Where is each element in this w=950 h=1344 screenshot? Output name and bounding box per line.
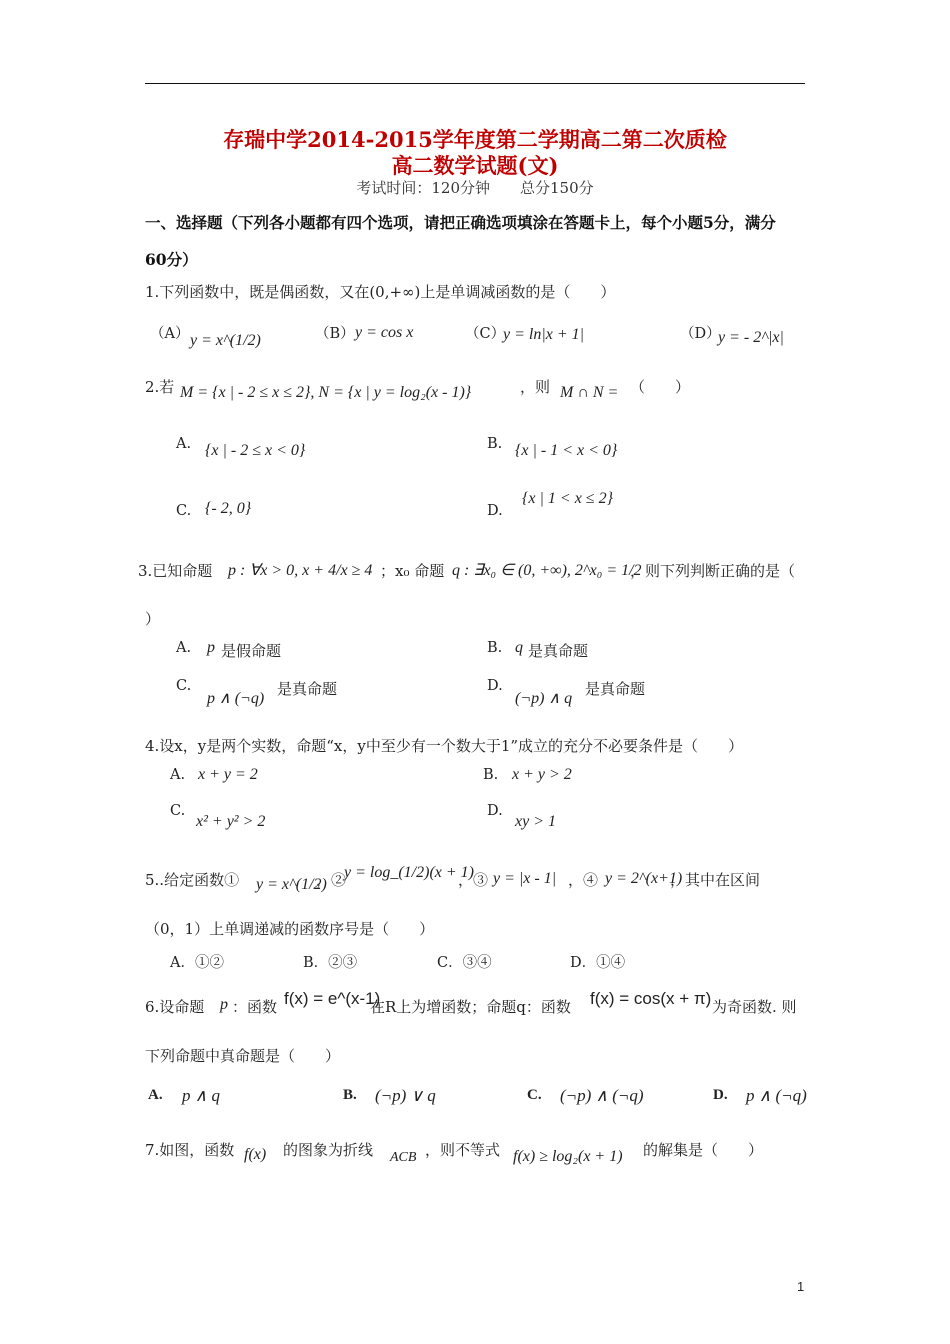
q6-stem-a: ：函数 bbox=[232, 998, 278, 1016]
q3-stem-mid: ；x₀ 命题 bbox=[380, 562, 445, 580]
q2-stem-sets: M = {x | - 2 ≤ x ≤ 2}, N = {x | y = log₂(x - 1)} bbox=[180, 384, 472, 401]
q6-option-a-label: A. bbox=[148, 1087, 163, 1103]
q5-sep-3: ，③ bbox=[458, 871, 489, 889]
q5-function-2: y = log_(1/2)(x + 1) bbox=[344, 864, 474, 881]
q5-stem-suffix: ，其中在区间 bbox=[670, 871, 761, 889]
q1-option-b-label: （B） bbox=[315, 326, 355, 342]
q2-stem-paren: （ ） bbox=[630, 378, 691, 396]
q7-function: f(x) bbox=[244, 1146, 267, 1163]
q6-option-b-label: B. bbox=[343, 1087, 357, 1103]
q6-stem-b: 在R上为增函数；命题q：函数 bbox=[370, 998, 571, 1016]
q5-function-4: y = 2^(x+1) bbox=[605, 870, 683, 887]
exam-title-line2: 高二数学试题(文) bbox=[391, 153, 559, 178]
exam-title-line1: 存瑞中学2014-2015学年度第二学期高二第二次质检 bbox=[223, 127, 727, 152]
q5-sep-4: ，④ bbox=[568, 871, 599, 889]
q2-option-b-math: {x | - 1 < x < 0} bbox=[515, 442, 618, 459]
q2-option-c-math: {- 2, 0} bbox=[205, 500, 252, 517]
q2-option-c-label: C. bbox=[176, 503, 192, 519]
page-number: 1 bbox=[797, 1279, 805, 1294]
q3-option-a-text: 是假命题 bbox=[221, 642, 282, 660]
q3-option-d-label: D. bbox=[487, 678, 503, 694]
q3-option-c-math: p ∧ (¬q) bbox=[207, 690, 265, 707]
exam-info: 考试时间：120分钟 总分150分 bbox=[356, 179, 594, 197]
q1-option-a-math: y = x^(1/2) bbox=[190, 332, 261, 349]
q7-inequality: f(x) ≥ log₂(x + 1) bbox=[513, 1148, 623, 1165]
q1-option-c-math: y = ln|x + 1| bbox=[503, 326, 585, 343]
q4-option-a-math: x + y = 2 bbox=[198, 766, 258, 783]
q3-stem-suffix: ，则下列判断正确的是（ bbox=[630, 562, 796, 580]
q4-option-a-label: A. bbox=[170, 767, 186, 783]
q4-option-d-label: D. bbox=[487, 803, 503, 819]
q2-option-d-label: D. bbox=[487, 503, 503, 519]
q3-stem-close: ） bbox=[145, 610, 161, 628]
q5-stem-line2: （0，1）上单调递减的函数序号是（ ） bbox=[145, 920, 435, 938]
q6-option-d-math: p ∧ (¬q) bbox=[746, 1086, 807, 1105]
q3-option-d-math: (¬p) ∧ q bbox=[515, 690, 573, 707]
q1-option-a-label: （A） bbox=[150, 326, 190, 342]
q5-stem-prefix: 5..给定函数① bbox=[145, 871, 240, 889]
q6-var-p: p bbox=[220, 996, 228, 1013]
q5-function-3: y = |x - 1| bbox=[493, 870, 557, 887]
q4-option-c-label: C. bbox=[170, 803, 186, 819]
q6-stem-line2: 下列命题中真命题是（ ） bbox=[145, 1047, 341, 1065]
q1-option-b-math: y = cos x bbox=[355, 324, 414, 341]
q6-function-q: f(x) = cos(x + π) bbox=[590, 989, 712, 1008]
q3-option-a-var: p bbox=[207, 639, 215, 656]
q2-stem-prefix: 2.若 bbox=[145, 378, 175, 396]
section1-heading-line1: 一、选择题（下列各小题都有四个选项，请把正确选项填涂在答题卡上，每个小题5分，满分 bbox=[145, 213, 776, 232]
q5-option-b: B．②③ bbox=[303, 955, 358, 971]
q4-option-b-label: B. bbox=[483, 767, 499, 783]
q3-option-c-text: 是真命题 bbox=[277, 680, 338, 698]
q2-option-b-label: B. bbox=[487, 436, 503, 452]
q2-option-a-label: A. bbox=[176, 436, 192, 452]
q6-option-b-math: (¬p) ∨ q bbox=[375, 1086, 436, 1105]
q6-option-d-label: D. bbox=[713, 1087, 728, 1103]
q6-stem-prefix: 6.设命题 bbox=[145, 998, 205, 1016]
q2-stem-intersection: M ∩ N = bbox=[560, 384, 619, 401]
q6-function-p: f(x) = e^(x-1) bbox=[284, 989, 381, 1008]
q3-stem-prefix: 3.已知命题 bbox=[138, 562, 213, 580]
q3-option-b-var: q bbox=[515, 639, 523, 656]
q3-option-b-label: B. bbox=[487, 640, 503, 656]
q3-option-b-text: 是真命题 bbox=[528, 642, 589, 660]
q2-option-a-math: {x | - 2 ≤ x < 0} bbox=[205, 442, 306, 459]
q5-option-d: D．①④ bbox=[570, 955, 626, 971]
q2-option-d-math: {x | 1 < x ≤ 2} bbox=[522, 490, 613, 507]
q7-stem-prefix: 7.如图，函数 bbox=[145, 1141, 235, 1159]
q1-option-c-label: （C） bbox=[465, 326, 506, 342]
q1-option-d-math: y = - 2^|x| bbox=[718, 329, 784, 346]
q4-option-b-math: x + y > 2 bbox=[512, 766, 572, 783]
q3-option-a-label: A. bbox=[176, 640, 192, 656]
q6-option-a-math: p ∧ q bbox=[182, 1086, 220, 1105]
q7-stem-mid2: ，则不等式 bbox=[425, 1141, 501, 1159]
q4-option-d-math: xy > 1 bbox=[515, 813, 556, 830]
q7-stem-suffix: 的解集是（ ） bbox=[643, 1141, 764, 1159]
q6-option-c-label: C. bbox=[527, 1087, 542, 1103]
q6-option-c-math: (¬p) ∧ (¬q) bbox=[560, 1086, 644, 1105]
q3-proposition-q: q : ∃x₀ ∈ (0, +∞), 2^x₀ = 1/2 bbox=[452, 562, 642, 579]
q3-option-d-text: 是真命题 bbox=[585, 680, 646, 698]
q1-option-d-label: （D） bbox=[680, 326, 721, 342]
q2-stem-mid: ，则 bbox=[520, 378, 551, 396]
q5-option-a: A．①② bbox=[170, 955, 224, 971]
q1-stem: 1.下列函数中，既是偶函数，又在(0,+∞)上是单调减函数的是（ ） bbox=[145, 283, 616, 301]
q7-polyline-acb: ACB bbox=[390, 1150, 417, 1165]
q3-proposition-p: p : ∀x > 0, x + 4/x ≥ 4 bbox=[228, 562, 373, 579]
q5-option-c: C．③④ bbox=[437, 955, 492, 971]
q5-sep-2: ，② bbox=[316, 871, 347, 889]
q5-function-1: y = x^(1/2) bbox=[256, 876, 327, 893]
q7-stem-mid: 的图象为折线 bbox=[283, 1141, 374, 1159]
section1-heading-line2: 60分） bbox=[145, 250, 198, 269]
q4-stem: 4.设x，y是两个实数，命题“x，y中至少有一个数大于1”成立的充分不必要条件是（ ） bbox=[145, 737, 744, 755]
header-rule bbox=[145, 83, 805, 84]
q6-stem-c: 为奇函数. 则 bbox=[712, 998, 797, 1016]
q4-option-c-math: x² + y² > 2 bbox=[196, 813, 266, 830]
q3-option-c-label: C. bbox=[176, 678, 192, 694]
